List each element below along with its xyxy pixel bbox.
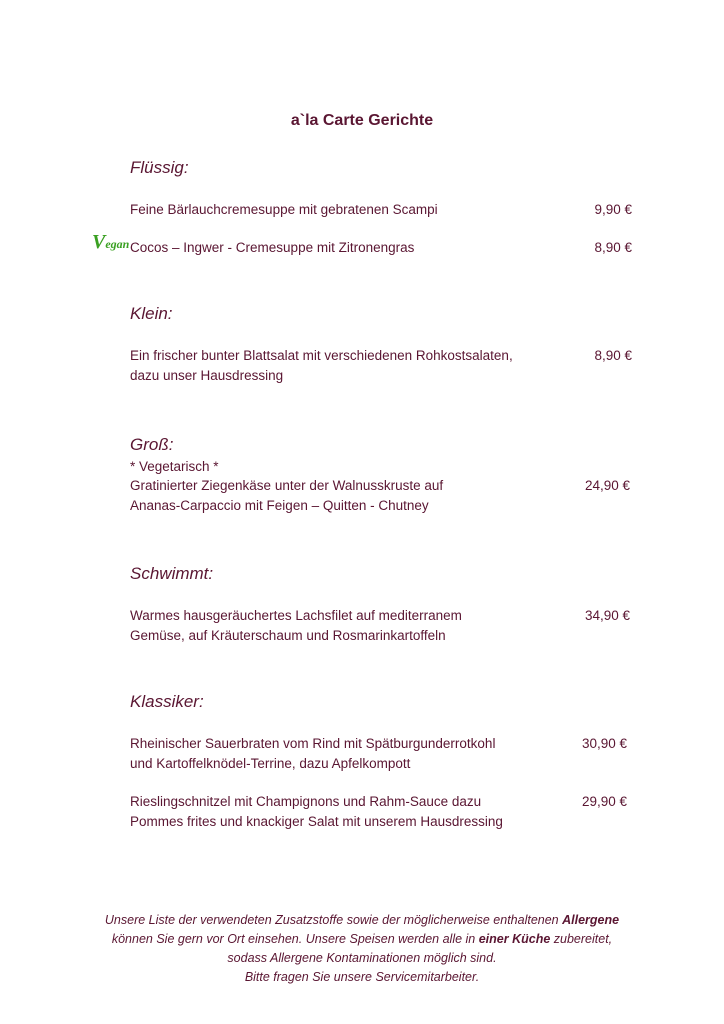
menu-item-line: Gemüse, auf Kräuterschaum und Rosmarinkartoffeln: [130, 628, 446, 643]
vegetarian-note: * Vegetarisch *: [130, 459, 219, 474]
menu-item-price: 24,90 €: [584, 478, 630, 493]
menu-item-price: 8,90 €: [594, 240, 632, 255]
menu-item-line: Ananas-Carpaccio mit Feigen – Quitten - Chutney: [130, 498, 429, 513]
section-heading-klassiker: Klassiker:: [130, 692, 204, 711]
allergen-note-line: Unsere Liste der verwendeten Zusatzstoffe sowie der möglicherweise enthaltenen Allergene: [104, 913, 620, 927]
menu-item-description: [130, 606, 570, 646]
section-heading-schwimmt: Schwimmt:: [130, 564, 214, 583]
menu-item-price: 8,90 €: [594, 348, 632, 363]
menu-item-description: [130, 346, 570, 386]
menu-item-description: [130, 200, 570, 220]
section-heading-fluessig: Flüssig:: [130, 158, 189, 177]
menu-title: a`la Carte Gerichte: [290, 112, 434, 129]
menu-item-description: [130, 792, 570, 832]
menu-item-line: Pommes frites und knackiger Salat mit unserem Hausdressing: [130, 814, 503, 829]
allergen-note: [0, 911, 724, 987]
allergen-note-line: können Sie gern vor Ort einsehen. Unsere Speisen werden alle in einer Küche zubereitet,: [111, 932, 613, 946]
menu-item-line: Cocos – Ingwer - Cremesuppe mit Zitronengras: [130, 240, 415, 255]
menu-item-line: dazu unser Hausdressing: [130, 368, 284, 383]
vegan-icon: Vegan: [92, 231, 130, 253]
menu-item-description: [130, 238, 570, 258]
menu-item-price: 29,90 €: [581, 794, 627, 809]
menu-item-line: Rheinischer Sauerbraten vom Rind mit Spätburgunderrotkohl: [130, 736, 496, 751]
allergen-note-line: sodass Allergene Kontaminationen möglich sind.: [227, 951, 497, 965]
menu-item-description: [130, 476, 570, 516]
allergen-note-line: Bitte fragen Sie unsere Servicemitarbeiter.: [244, 970, 480, 984]
menu-item-line: und Kartoffelknödel-Terrine, dazu Apfelkompott: [130, 756, 411, 771]
menu-item-description: [130, 734, 570, 774]
section-heading-gross: Groß:: [130, 435, 174, 454]
menu-item-line: Warmes hausgeräuchertes Lachsfilet auf mediterranem: [130, 608, 462, 623]
menu-item-line: Feine Bärlauchcremesuppe mit gebratenen Scampi: [130, 202, 438, 217]
menu-item-price: 34,90 €: [584, 608, 630, 623]
menu-item-price: 9,90 €: [594, 202, 632, 217]
menu-item-line: Rieslingschnitzel mit Champignons und Rahm-Sauce dazu: [130, 794, 482, 809]
section-heading-klein: Klein:: [130, 304, 173, 323]
menu-item-line: Ein frischer bunter Blattsalat mit verschiedenen Rohkostsalaten,: [130, 348, 513, 363]
menu-item-price: 30,90 €: [581, 736, 627, 751]
menu-item-line: Gratinierter Ziegenkäse unter der Walnusskruste auf: [130, 478, 444, 493]
